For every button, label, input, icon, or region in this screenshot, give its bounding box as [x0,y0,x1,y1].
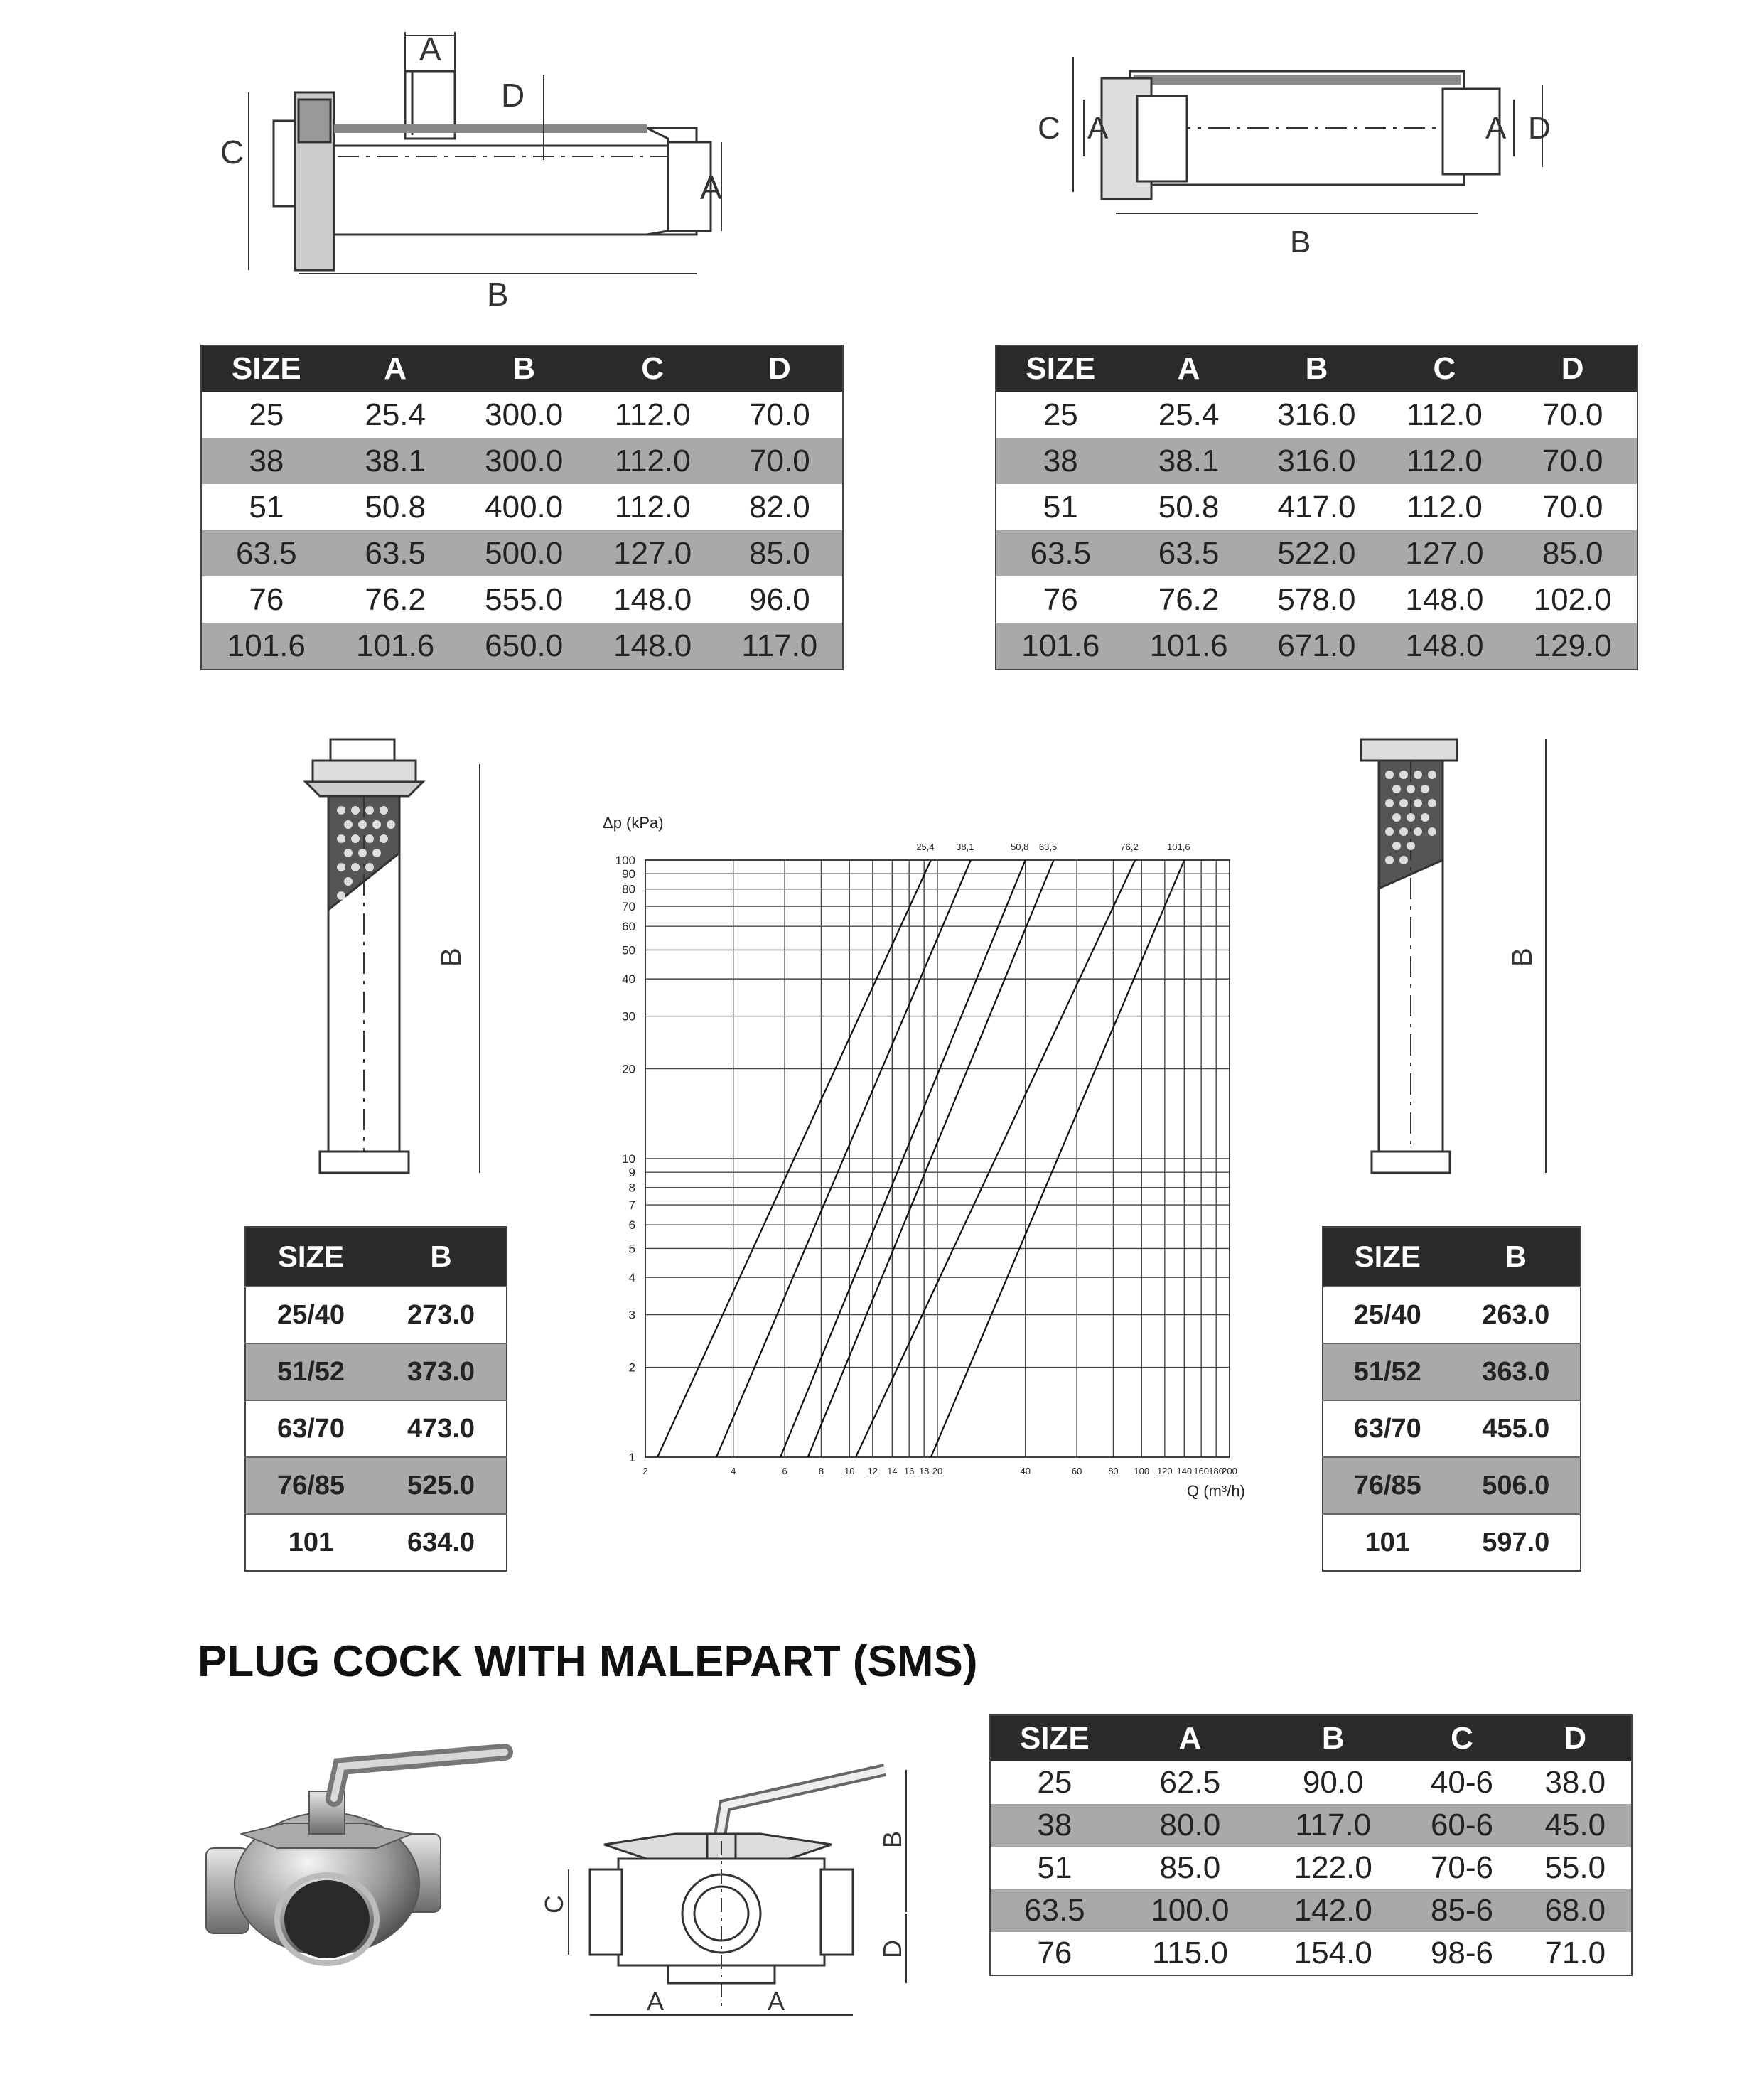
table-cell: 51/52 [1323,1343,1452,1400]
plug-cock-photo [199,1749,526,1962]
col-header: D [1508,345,1637,392]
table-cell: 316.0 [1253,392,1381,438]
table-cell: 63.5 [996,530,1125,576]
table-cell: 63/70 [1323,1400,1452,1457]
table-cell: 112.0 [588,392,717,438]
chart-y-tick-label: 20 [622,1062,635,1076]
tee-label-a-right: A [700,169,722,206]
table-cell: 112.0 [588,484,717,530]
chart-x-tick-label: 100 [1134,1466,1150,1476]
table-cell: 70.0 [717,438,843,484]
chart-tick-labels [615,854,1237,1476]
table-header-row [1323,1227,1581,1287]
table-cell: 300.0 [460,392,588,438]
table-row [996,484,1637,530]
table-row [990,1889,1632,1932]
table-cell: 101 [245,1514,376,1571]
chart-y-tick-label: 9 [628,1166,635,1180]
table-cell: 25.4 [1125,392,1253,438]
chart-series-label: 50,8 [1011,842,1029,852]
table-cell: 98-6 [1404,1932,1519,1975]
chart-series-label: 63,5 [1038,842,1058,852]
table-row [201,438,843,484]
table-row [245,1457,507,1514]
table-cell: 25 [201,392,331,438]
table-cell: 102.0 [1508,576,1637,623]
table-cell: 127.0 [588,530,717,576]
table-cell: 82.0 [717,484,843,530]
chart-x-tick-label: 140 [1176,1466,1193,1476]
chart-y-tick-label: 60 [622,920,635,934]
chart-y-tick-label: 4 [628,1271,635,1285]
col-header: C [1380,345,1508,392]
table-row [1323,1514,1581,1571]
basket-strainer-right-drawing [1350,732,1571,1187]
table-cell: 76 [990,1932,1119,1975]
chart-x-tick-label: 120 [1156,1466,1173,1476]
table-cell: 63.5 [1125,530,1253,576]
table-cell: 55.0 [1520,1847,1632,1889]
table-cell: 400.0 [460,484,588,530]
inline-label-d: D [1528,111,1551,146]
chart-x-tick-label: 8 [818,1466,824,1476]
chart-y-tick-label: 10 [622,1152,635,1166]
table-cell: 76 [996,576,1125,623]
table-cell: 115.0 [1119,1932,1262,1975]
table-row [245,1343,507,1400]
inline-strainer-drawing [1031,50,1571,263]
table-cell: 142.0 [1262,1889,1404,1932]
table-cell: 76.2 [1125,576,1253,623]
table-row [201,530,843,576]
chart-series-label: 25,4 [916,842,935,852]
table-cell: 522.0 [1253,530,1381,576]
chart-y-tick-label: 3 [628,1308,635,1322]
table-cell: 473.0 [376,1400,507,1457]
pressure-drop-chart [590,803,1272,1514]
col-header: A [331,345,460,392]
chart-x-tick-label: 80 [1108,1466,1119,1476]
table-cell: 38 [201,438,331,484]
table-cell: 70.0 [1508,392,1637,438]
tee-label-a-top: A [419,31,441,68]
table-cell: 50.8 [1125,484,1253,530]
table-cell: 273.0 [376,1287,507,1343]
table-cell: 148.0 [588,623,717,670]
inline-label-a-left: A [1087,111,1109,146]
table-header-row [990,1715,1632,1761]
table-cell: 76 [201,576,331,623]
chart-y-tick-label: 80 [622,882,635,896]
tee-label-c: C [220,134,244,171]
table-cell: 112.0 [1380,438,1508,484]
chart-x-tick-label: 40 [1020,1466,1031,1476]
table-cell: 148.0 [588,576,717,623]
inline-label-c: C [1038,111,1060,146]
table-cell: 63.5 [201,530,331,576]
basket-right-dimensions-table [1322,1226,1581,1572]
table-cell: 70-6 [1404,1847,1519,1889]
table-cell: 316.0 [1253,438,1381,484]
table-cell: 85.0 [717,530,843,576]
chart-y-tick-label: 30 [622,1009,635,1024]
chart-x-tick-label: 200 [1222,1466,1237,1476]
table-cell: 634.0 [376,1514,507,1571]
table-cell: 76.2 [331,576,460,623]
table-row [201,576,843,623]
table-cell: 417.0 [1253,484,1381,530]
table-header-row [996,345,1637,392]
table-cell: 25.4 [331,392,460,438]
table-cell: 85.0 [1119,1847,1262,1889]
table-cell: 96.0 [717,576,843,623]
table-cell: 51 [996,484,1125,530]
tee-strainer-dimensions-table [200,345,844,670]
table-cell: 71.0 [1520,1932,1632,1975]
table-cell: 68.0 [1520,1889,1632,1932]
chart-x-tick-label: 12 [867,1466,878,1476]
table-cell: 101.6 [331,623,460,670]
table-cell: 101.6 [996,623,1125,670]
table-cell: 38.0 [1520,1761,1632,1804]
chart-x-tick-label: 16 [903,1466,915,1476]
col-header: SIZE [201,345,331,392]
table-cell: 300.0 [460,438,588,484]
chart-series-label: 38,1 [956,842,974,852]
table-header-row [245,1227,507,1287]
col-header: SIZE [245,1227,376,1287]
inline-strainer-dimensions-table [995,345,1638,670]
plug-label-a-right: A [768,1987,785,2016]
col-header: SIZE [1323,1227,1452,1287]
table-cell: 112.0 [588,438,717,484]
plug-cock-drawing [539,1727,931,2026]
table-cell: 127.0 [1380,530,1508,576]
col-header: C [588,345,717,392]
table-cell: 671.0 [1253,623,1381,670]
table-cell: 38.1 [331,438,460,484]
table-cell: 148.0 [1380,576,1508,623]
chart-y-tick-label: 90 [622,867,635,881]
table-cell: 373.0 [376,1343,507,1400]
table-cell: 101 [1323,1514,1452,1571]
table-cell: 363.0 [1452,1343,1581,1400]
table-cell: 25/40 [1323,1287,1452,1343]
table-row [990,1761,1632,1804]
table-cell: 597.0 [1452,1514,1581,1571]
table-row [245,1514,507,1571]
table-cell: 555.0 [460,576,588,623]
chart-y-tick-label: 2 [628,1360,635,1375]
table-cell: 51 [201,484,331,530]
table-cell: 38 [990,1804,1119,1847]
table-cell: 40-6 [1404,1761,1519,1804]
col-header: B [1452,1227,1581,1287]
table-cell: 70.0 [1508,484,1637,530]
table-row [1323,1457,1581,1514]
table-row [990,1932,1632,1975]
col-header: D [1520,1715,1632,1761]
table-cell: 263.0 [1452,1287,1581,1343]
col-header: B [460,345,588,392]
table-cell: 80.0 [1119,1804,1262,1847]
chart-x-tick-label: 4 [731,1466,736,1476]
table-cell: 100.0 [1119,1889,1262,1932]
plug-cock-dimensions-table [989,1714,1633,1976]
basket-left-dimensions-table [244,1226,507,1572]
table-cell: 154.0 [1262,1932,1404,1975]
table-cell: 500.0 [460,530,588,576]
table-cell: 38.1 [1125,438,1253,484]
table-cell: 51 [990,1847,1119,1889]
table-cell: 50.8 [331,484,460,530]
table-cell: 62.5 [1119,1761,1262,1804]
chart-x-tick-label: 14 [887,1466,898,1476]
plug-label-b: B [878,1830,907,1848]
table-cell: 25 [990,1761,1119,1804]
basket-strainer-left-drawing [291,732,512,1187]
table-row [996,623,1637,670]
table-cell: 63.5 [331,530,460,576]
table-cell: 117.0 [717,623,843,670]
table-cell: 25/40 [245,1287,376,1343]
table-row [201,392,843,438]
chart-y-axis-label: Δp (kPa) [603,814,664,832]
table-cell: 117.0 [1262,1804,1404,1847]
table-row [201,623,843,670]
chart-x-tick-label: 180 [1208,1466,1225,1476]
table-cell: 76/85 [245,1457,376,1514]
table-cell: 90.0 [1262,1761,1404,1804]
table-cell: 650.0 [460,623,588,670]
table-row [1323,1400,1581,1457]
col-header: C [1404,1715,1519,1761]
table-row [990,1804,1632,1847]
table-cell: 101.6 [1125,623,1253,670]
table-header-row [201,345,843,392]
table-cell: 63/70 [245,1400,376,1457]
table-cell: 122.0 [1262,1847,1404,1889]
chart-x-tick-label: 10 [844,1466,855,1476]
table-cell: 76/85 [1323,1457,1452,1514]
table-row [996,438,1637,484]
section-heading: PLUG COCK WITH MALEPART (SMS) [198,1637,978,1686]
col-header: SIZE [990,1715,1119,1761]
chart-x-tick-label: 160 [1193,1466,1210,1476]
chart-x-tick-label: 2 [642,1466,648,1476]
chart-y-tick-label: 40 [622,972,635,987]
chart-y-tick-label: 50 [622,943,635,957]
chart-x-tick-label: 60 [1071,1466,1082,1476]
tee-strainer-drawing [206,21,746,313]
table-cell: 101.6 [201,623,331,670]
table-cell: 578.0 [1253,576,1381,623]
table-row [996,576,1637,623]
inline-label-b: B [1290,225,1311,259]
col-header: A [1125,345,1253,392]
chart-y-tick-label: 5 [628,1242,635,1256]
table-row [201,484,843,530]
chart-y-tick-label: 70 [622,900,635,914]
plug-label-d: D [878,1940,907,1958]
table-row [245,1287,507,1343]
table-cell: 148.0 [1380,623,1508,670]
table-cell: 525.0 [376,1457,507,1514]
chart-series-label: 101,6 [1167,842,1190,852]
chart-x-tick-label: 20 [932,1466,943,1476]
plug-label-c: C [539,1895,569,1914]
table-row [996,392,1637,438]
table-cell: 506.0 [1452,1457,1581,1514]
table-cell: 85-6 [1404,1889,1519,1932]
table-cell: 38 [996,438,1125,484]
table-cell: 51/52 [245,1343,376,1400]
col-header: B [1253,345,1381,392]
table-row [996,530,1637,576]
chart-y-tick-label: 6 [628,1218,635,1233]
table-cell: 455.0 [1452,1400,1581,1457]
table-cell: 70.0 [1508,438,1637,484]
table-cell: 70.0 [717,392,843,438]
col-header: SIZE [996,345,1125,392]
table-row [990,1847,1632,1889]
col-header: B [1262,1715,1404,1761]
table-row [1323,1287,1581,1343]
table-cell: 129.0 [1508,623,1637,670]
table-cell: 60-6 [1404,1804,1519,1847]
chart-y-tick-label: 1 [628,1451,635,1464]
chart-x-axis-label: Q (m³/h) [1187,1482,1245,1500]
table-cell: 112.0 [1380,484,1508,530]
table-cell: 112.0 [1380,392,1508,438]
chart-y-tick-label: 8 [628,1181,635,1195]
chart-x-tick-label: 6 [782,1466,787,1476]
inline-label-a-right: A [1485,111,1507,146]
table-cell: 85.0 [1508,530,1637,576]
chart-series-label: 76,2 [1120,842,1139,852]
chart-y-tick-label: 7 [628,1198,635,1213]
table-row [1323,1343,1581,1400]
col-header: A [1119,1715,1262,1761]
chart-x-tick-label: 18 [918,1466,930,1476]
tee-label-b: B [487,276,509,313]
col-header: D [717,345,843,392]
table-row [245,1400,507,1457]
col-header: B [376,1227,507,1287]
plug-label-a-left: A [647,1987,665,2016]
chart-y-tick-label: 100 [615,854,635,867]
basket-left-label-b: B [436,948,467,967]
basket-right-label-b: B [1507,948,1538,967]
tee-label-d: D [501,77,525,114]
chart-grid [645,860,1230,1457]
table-cell: 25 [996,392,1125,438]
table-cell: 63.5 [990,1889,1119,1932]
table-cell: 45.0 [1520,1804,1632,1847]
